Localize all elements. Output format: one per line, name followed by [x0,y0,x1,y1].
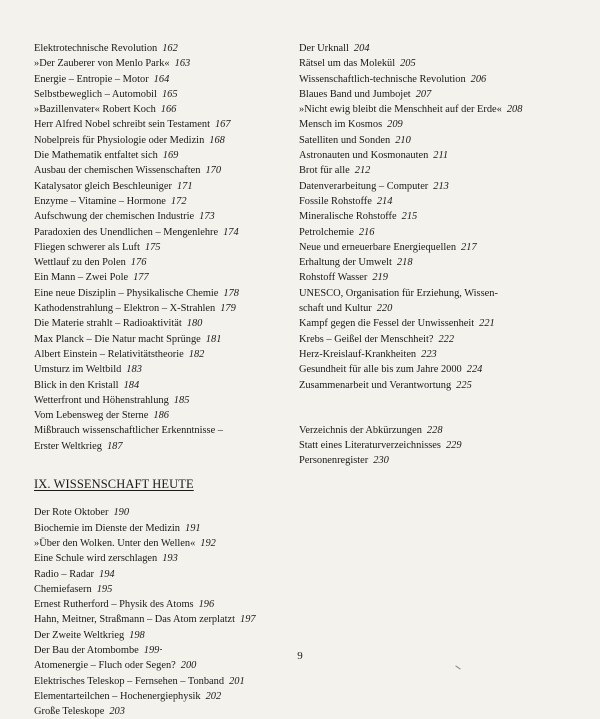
toc-entry-page: 191 [185,522,201,534]
toc-entry [34,423,302,454]
toc-entry [34,536,302,551]
toc-entry-title: Selbstbeweglich – Automobil [34,88,157,100]
toc-entry-page: 212 [354,165,371,177]
toc-left-column [34,41,302,719]
toc-entry-page: 211 [433,150,449,162]
toc-entry-page: 193 [162,553,178,565]
toc-entry-title: Der Rote Oktober [34,507,109,519]
toc-entry-title: Der Urknall [299,43,349,54]
toc-entry-page: 229 [445,440,462,452]
toc-entry-page: 224 [466,364,483,376]
toc-entry-page: 167 [214,119,231,131]
toc-entry-title: Wettlauf zu den Polen [34,257,126,269]
toc-entry-page: 214 [376,195,393,207]
toc-entry-page: 174 [223,226,239,238]
toc-entry [299,332,589,347]
toc-entry-title: Personenregister [299,455,369,467]
toc-entry-title: Radio – Radar [34,568,95,580]
toc-entry [34,393,302,408]
toc-entry-title: Mißbrauch wissenschaftlicher Erkenntnisse – [34,425,223,437]
toc-entry [34,209,302,224]
toc-entry [299,102,589,117]
toc-entry-title: Max Planck – Die Natur macht Sprünge [34,333,201,345]
toc-entry-page: 190 [113,507,130,519]
toc-entry [34,689,302,704]
toc-entry-title: Brot für alle [299,165,350,177]
toc-entry-page: 187 [106,440,123,452]
toc-entry [299,362,589,377]
toc-entry-page: 207 [415,88,432,100]
toc-entry-page: 185 [173,394,190,406]
toc-entry-page: 169 [162,150,179,162]
paper-speck [160,649,162,650]
toc-entry-title: Elementarteilchen – Hochenergiephysik [34,690,201,702]
toc-entry [34,240,302,255]
toc-entry [34,102,302,117]
toc-entry [34,301,302,316]
toc-entry-title-cont: schaft und Kultur [299,303,372,315]
toc-entry-page: 176 [130,257,147,269]
toc-entry [34,270,302,285]
toc-entry-page: 198 [129,629,145,641]
toc-entry-page: 170 [205,165,222,177]
toc-entry [34,117,302,132]
toc-entry [299,163,589,178]
toc-entry-title: »Über den Wolken. Unter den Wellen« [34,537,196,549]
toc-entry-title: Blaues Band und Jumbojet [299,88,411,100]
toc-entry-page: 217 [461,241,477,253]
toc-entry-title: Kathodenstrahlung – Elektron – X-Strahlen [34,303,216,315]
toc-entry-page: 175 [144,241,161,253]
toc-entry-title: Herr Alfred Nobel schreibt sein Testament [34,119,210,131]
toc-entry-page: 166 [160,104,177,116]
toc-entry [34,347,302,362]
toc-entry-title: Mineralische Rohstoffe [299,211,397,223]
toc-entry [34,194,302,209]
toc-entry [34,378,302,393]
toc-entry [34,582,302,597]
toc-entry-page: 203 [109,706,125,718]
toc-entry-page: 163 [174,58,191,70]
toc-entry [34,72,302,87]
toc-entry-title: Fliegen schwerer als Luft [34,241,140,253]
toc-entry-page: 228 [426,424,443,436]
toc-entry-page: 184 [123,379,140,391]
toc-entry-page: 208 [506,104,523,116]
toc-entry [299,209,589,224]
toc-entry [299,378,589,393]
toc-entry-title: Nobelpreis für Physiologie oder Medizin [34,134,205,146]
toc-entry [299,347,589,362]
toc-entry [34,408,302,423]
toc-entry-title: Eine neue Disziplin – Physikalische Chemie [34,287,219,299]
page-number: 9 [297,650,303,662]
toc-entry-page: 220 [376,303,393,315]
toc-entry [34,41,302,56]
toc-entry-page: 205 [400,58,416,70]
toc-entry [34,362,302,377]
toc-entry-title: Kampf gegen die Fessel der Unwissenheit [299,318,475,330]
toc-entry-page: 202 [205,690,222,702]
toc-entry-title: Chemiefasern [34,583,92,595]
toc-entry-page: 178 [223,287,239,299]
toc-entry [299,133,589,148]
toc-entry-page: 182 [188,348,205,360]
toc-entry-title: Ernest Rutherford – Physik des Atoms [34,599,194,611]
toc-entry [299,255,589,270]
toc-entry-title: Satelliten und Sonden [299,134,391,146]
toc-entry-title: Der Bau der Atombombe [34,644,139,656]
toc-entry-title: Ausbau der chemischen Wissenschaften [34,165,201,177]
toc-list-part-8 [34,41,302,454]
toc-entry-title: Aufschwung der chemischen Industrie [34,211,195,223]
toc-list-part-9 [34,505,302,719]
toc-entry [299,41,589,56]
toc-entry-page: 194 [99,568,115,580]
toc-entry-title: Albert Einstein – Relativitätstheorie [34,348,184,360]
toc-entry [299,194,589,209]
toc-entry-title: UNESCO, Organisation für Erziehung, Wissen- [299,287,498,299]
toc-entry-page: 200 [180,660,197,672]
toc-entry [299,179,589,194]
toc-entry-title: Enzyme – Vitamine – Hormone [34,195,166,207]
toc-entry-title: Hahn, Meitner, Straßmann – Das Atom zerplatzt [34,614,235,626]
toc-entry [299,423,589,438]
toc-entry-title: Rohstoff Wasser [299,272,368,284]
toc-appendix-list [299,423,589,469]
toc-entry-page: 225 [456,379,472,391]
toc-entry-page: 218 [396,257,413,269]
toc-entry [34,133,302,148]
toc-entry [299,453,589,468]
toc-entry-title: Datenverarbeitung – Computer [299,180,429,192]
toc-entry-title: Petrolchemie [299,226,354,238]
toc-entry-page: 183 [126,364,142,376]
toc-entry-title: Erhaltung der Umwelt [299,257,392,269]
toc-entry [299,270,589,285]
toc-entry-title: Wetterfront und Höhenstrahlung [34,394,169,406]
toc-entry [34,148,302,163]
toc-entry-page: 199 [143,644,160,656]
toc-entry-title: Ein Mann – Zwei Pole [34,272,129,284]
toc-entry-title: Astronauten und Kosmonauten [299,150,429,162]
toc-entry [34,163,302,178]
toc-entry-page: 197 [240,614,256,626]
toc-entry [299,117,589,132]
toc-entry-page: 204 [353,43,370,54]
toc-entry [299,316,589,331]
toc-entry [34,505,302,520]
toc-entry-page: 222 [438,333,455,345]
toc-entry-page: 165 [161,88,178,100]
toc-entry [34,316,302,331]
toc-entry-title: »Bazillenvater« Robert Koch [34,104,156,116]
toc-entry [34,179,302,194]
toc-entry-title: Rätsel um das Molekül [299,58,396,70]
toc-right-column [299,41,589,469]
toc-entry-page: 215 [401,211,418,223]
toc-entry-page: 173 [199,211,215,223]
toc-entry-page: 177 [133,272,149,284]
toc-entry [299,72,589,87]
toc-entry-title: Blick in den Kristall [34,379,119,391]
toc-entry-page: 180 [186,318,203,330]
toc-entry [34,551,302,566]
toc-entry-page: 216 [358,226,375,238]
toc-entry [34,225,302,240]
toc-entry-page: 172 [170,195,187,207]
toc-entry-title: Die Materie strahlt – Radioaktivität [34,318,182,330]
toc-entry-page: 196 [198,599,215,611]
toc-entry-title: Fossile Rohstoffe [299,195,372,207]
toc-entry-title: Neue und erneuerbare Energiequellen [299,241,457,253]
toc-entry-title: Atomenergie – Fluch oder Segen? [34,660,176,672]
toc-entry-title: Vom Lebensweg der Sterne [34,410,149,422]
toc-entry-title: Biochemie im Dienste der Medizin [34,522,181,534]
toc-entry [34,567,302,582]
toc-list-continued [299,41,589,393]
toc-entry-title: Zusammenarbeit und Verantwortung [299,379,452,391]
toc-entry-page: 164 [153,73,170,85]
toc-entry-title: Energie – Entropie – Motor [34,73,149,85]
toc-entry-page: 219 [372,272,388,284]
toc-entry-title: Herz-Kreislauf-Krankheiten [299,348,417,360]
toc-entry-page: 210 [395,134,411,146]
toc-entry [299,225,589,240]
toc-entry [299,240,589,255]
toc-entry [299,286,589,317]
toc-entry-title: Eine Schule wird zerschlagen [34,553,158,565]
toc-entry-title: Paradoxien des Unendlichen – Mengenlehre [34,226,219,238]
toc-entry-title: Statt eines Literaturverzeichnisses [299,440,441,452]
toc-entry-title: Umsturz im Weltbild [34,364,122,376]
toc-entry-title: Gesundheit für alle bis zum Jahre 2000 [299,364,462,376]
toc-entry-page: 195 [96,583,113,595]
toc-entry [299,56,589,71]
toc-entry-title: Katalysator gleich Beschleuniger [34,180,172,192]
toc-entry [34,56,302,71]
toc-entry-page: 230 [373,455,389,467]
toc-entry [34,332,302,347]
toc-entry-title: Die Mathematik entfaltet sich [34,150,158,162]
toc-entry-title: Verzeichnis der Abkürzungen [299,424,422,436]
toc-entry-page: 192 [200,537,216,549]
toc-entry-title: Elektrisches Teleskop – Fernsehen – Tonband [34,675,225,687]
toc-entry-page: 201 [229,675,245,687]
toc-entry-title: Große Teleskope [34,706,105,718]
toc-entry-title: »Der Zauberer von Menlo Park« [34,58,170,70]
toc-entry-page: 206 [470,73,487,85]
toc-entry [299,148,589,163]
toc-entry-page: 181 [205,333,222,345]
toc-entry-page: 179 [220,303,236,315]
toc-entry-page: 223 [421,348,437,360]
toc-entry [299,87,589,102]
paper-speck [455,665,460,669]
toc-entry [34,704,302,719]
toc-entry-page: 221 [479,318,495,330]
toc-entry [34,612,302,627]
toc-entry-title: »Nicht ewig bleibt die Menschheit auf der Erde« [299,104,502,116]
toc-entry [34,286,302,301]
toc-entry-title-cont: Erster Weltkrieg [34,440,102,452]
section-heading: IX. WISSENSCHAFT HEUTE [34,477,194,492]
toc-entry-page: 162 [162,43,178,54]
toc-entry-title: Mensch im Kosmos [299,119,383,131]
toc-entry-page: 168 [209,134,225,146]
toc-entry [34,628,302,643]
toc-entry [34,521,302,536]
toc-entry [34,597,302,612]
toc-entry [34,674,302,689]
toc-entry [34,87,302,102]
toc-entry-title: Der Zweite Weltkrieg [34,629,125,641]
toc-entry-page: 209 [387,119,403,131]
toc-entry [34,255,302,270]
toc-entry-title: Krebs – Geißel der Menschheit? [299,333,434,345]
toc-entry [299,438,589,453]
toc-entry-title: Wissenschaftlich-technische Revolution [299,73,466,85]
toc-entry-page: 171 [176,180,193,192]
toc-entry-title: Elektrotechnische Revolution [34,43,158,54]
toc-entry-page: 213 [433,180,449,192]
toc-entry-page: 186 [153,410,169,422]
